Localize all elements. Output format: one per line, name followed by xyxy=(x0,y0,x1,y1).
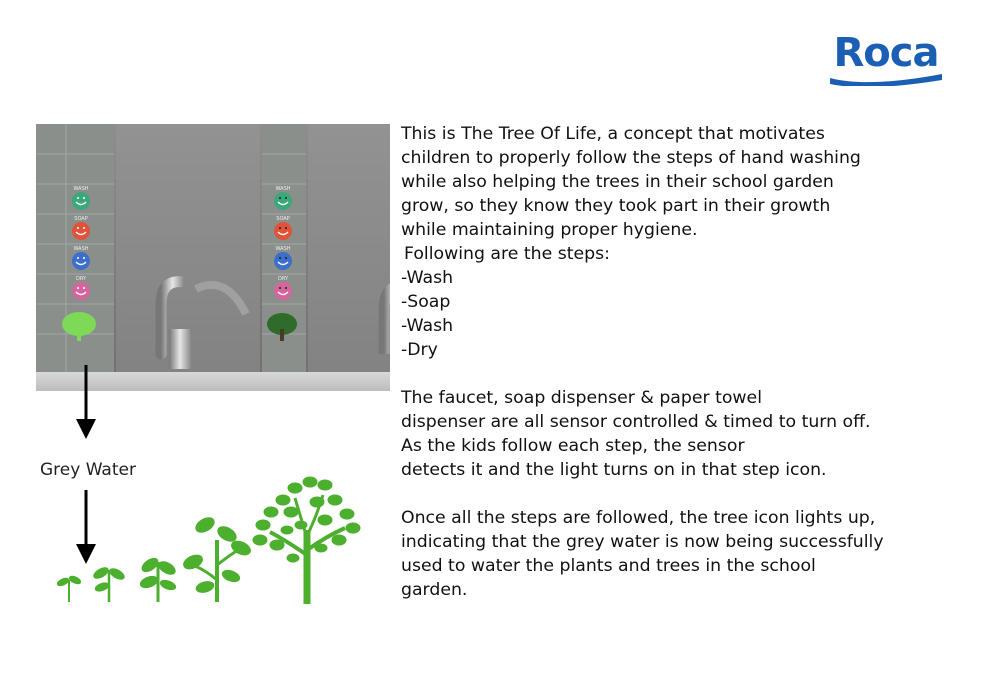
closing-line: indicating that the grey water is now being successfully xyxy=(401,532,884,552)
brand-name: Roca xyxy=(833,30,939,76)
svg-text:DRY: DRY xyxy=(75,276,87,282)
intro-line: This is The Tree Of Life, a concept that motivates xyxy=(401,124,825,144)
intro-line: children to properly follow the steps of hand washing xyxy=(401,148,861,168)
roca-logo xyxy=(826,30,946,90)
small-tree-icon xyxy=(181,515,252,602)
steps-heading: Following are the steps: xyxy=(404,244,610,264)
arrow-down-icon xyxy=(74,365,98,441)
sensor-line: The faucet, soap dispenser & paper towel xyxy=(401,388,762,408)
sensor-line: As the kids follow each step, the sensor xyxy=(401,436,745,456)
sink-photo xyxy=(36,124,390,391)
sensor-line: detects it and the light turns on in that step icon. xyxy=(401,460,827,480)
intro-line: grow, so they know they took part in their growth xyxy=(401,196,831,216)
plant-growth-illustration xyxy=(55,470,365,610)
grey-water-label: Grey Water xyxy=(40,460,136,480)
logo-wave-icon xyxy=(828,72,944,86)
intro-line: while also helping the trees in their school garden xyxy=(401,172,834,192)
young-plant-icon xyxy=(139,556,177,602)
svg-text:WASH: WASH xyxy=(275,186,291,192)
svg-text:WASH: WASH xyxy=(275,246,291,252)
sensor-line: dispenser are all sensor controlled & timed to turn off. xyxy=(401,412,871,432)
sprout-icon xyxy=(56,575,81,602)
seedling-icon xyxy=(92,566,126,602)
grown-tree-icon xyxy=(253,477,360,604)
closing-line: used to water the plants and trees in the school xyxy=(401,556,816,576)
description-text xyxy=(401,122,961,602)
svg-text:SOAP: SOAP xyxy=(74,216,88,222)
svg-text:DRY: DRY xyxy=(277,276,289,282)
closing-line: Once all the steps are followed, the tree icon lights up, xyxy=(401,508,876,528)
step-item: -Wash xyxy=(401,268,454,288)
intro-line: while maintaining proper hygiene. xyxy=(401,220,698,240)
svg-text:WASH: WASH xyxy=(73,186,89,192)
step-item: -Soap xyxy=(401,292,451,312)
svg-text:SOAP: SOAP xyxy=(276,216,290,222)
step-item: -Dry xyxy=(401,340,438,360)
svg-text:WASH: WASH xyxy=(73,246,89,252)
step-item: -Wash xyxy=(401,316,454,336)
closing-line: garden. xyxy=(401,580,468,600)
